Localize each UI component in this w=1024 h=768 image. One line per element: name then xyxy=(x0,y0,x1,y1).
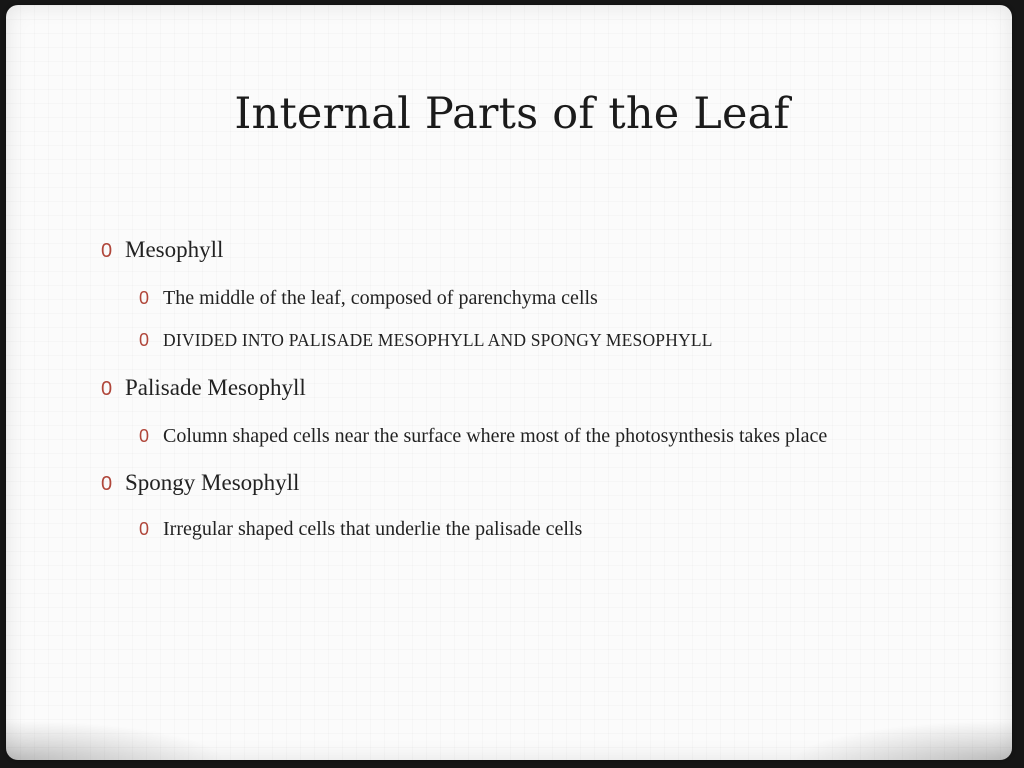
bullet-text: The middle of the leaf, composed of parenchyma cells xyxy=(163,287,598,309)
bullet-marker: 0 xyxy=(139,288,150,308)
bullet-marker: 0 xyxy=(139,519,150,539)
bullet-text: DIVIDED INTO PALISADE MESOPHYLL AND SPONGY MESOPHYLL xyxy=(163,330,713,350)
bullet-marker: 0 xyxy=(139,426,150,446)
bullet-marker: 0 xyxy=(101,240,113,262)
bullet-text: Column shaped cells near the surface where most of the photosynthesis takes place xyxy=(163,425,828,447)
bullet-marker: 0 xyxy=(101,378,113,400)
sub-bullet-item xyxy=(139,330,713,351)
sub-bullet-item xyxy=(139,287,598,310)
bullet-item-palisade-mesophyll xyxy=(101,375,306,401)
bullet-text: Palisade Mesophyll xyxy=(125,375,306,400)
bullet-text: Mesophyll xyxy=(125,237,224,262)
bullet-list xyxy=(6,5,1012,760)
bullet-text: Spongy Mesophyll xyxy=(125,470,300,495)
sub-bullet-item xyxy=(139,518,582,541)
slide xyxy=(6,5,1012,760)
bullet-marker: 0 xyxy=(139,330,150,350)
slide-title: Internal Parts of the Leaf xyxy=(234,89,790,139)
bullet-text: Irregular shaped cells that underlie the palisade cells xyxy=(163,518,583,540)
bullet-marker: 0 xyxy=(101,473,113,495)
sub-bullet-item xyxy=(139,425,827,448)
bullet-item-spongy-mesophyll xyxy=(101,470,299,496)
bullet-item-mesophyll xyxy=(101,237,223,263)
